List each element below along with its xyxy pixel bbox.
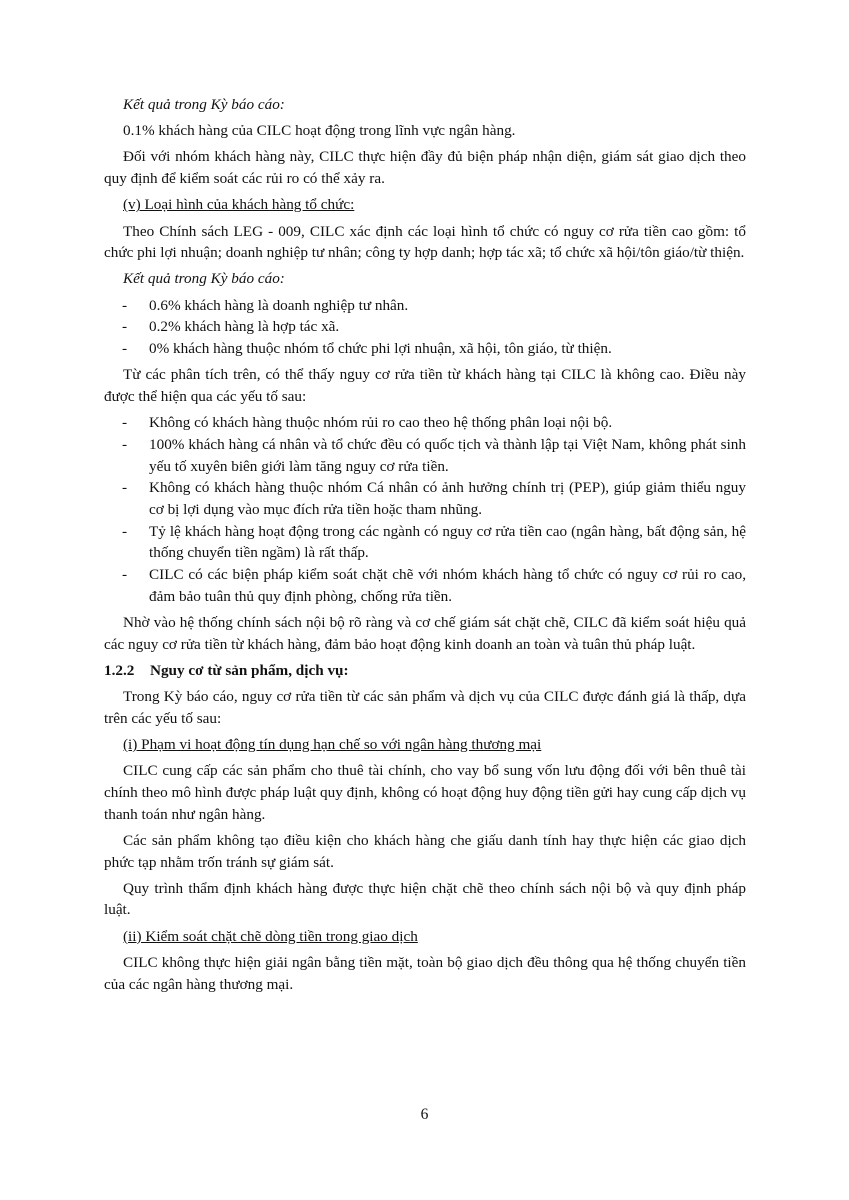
heading-number: 1.2.2: [104, 661, 135, 679]
list-item: - 100% khách hàng cá nhân và tổ chức đều có quốc tịch và thành lập tại Việt Nam, không phát sinh yếu tố xuyên biên giới làm tăng nguy cơ rửa tiền.: [104, 434, 746, 477]
product-intro-paragraph: Trong Kỳ báo cáo, nguy cơ rửa tiền từ các sản phẩm và dịch vụ của CILC được đánh giá là thấp, dựa trên các yếu tố sau:: [104, 688, 746, 727]
analysis-intro-paragraph: Từ các phân tích trên, có thể thấy nguy cơ rửa tiền từ khách hàng tại CILC là không cao. Điều này được thể hiện qua các yếu tố sau:: [104, 366, 746, 405]
list-item: - Không có khách hàng thuộc nhóm Cá nhân có ảnh hưởng chính trị (PEP), giúp giảm thiểu nguy cơ bị lợi dụng vào mục đích rửa tiền hoặc tham nhũng.: [104, 477, 746, 520]
section-i-title: (i) Phạm vi hoạt động tín dụng hạn chế so với ngân hàng thương mại: [123, 735, 542, 753]
result-label: Kết quả trong Kỳ báo cáo:: [123, 270, 285, 288]
bank-measures-paragraph: Đối với nhóm khách hàng này, CILC thực hiện đầy đủ biện pháp nhận diện, giám sát giao dịch theo quy định để kiểm soát các rủi ro có thể xảy ra.: [104, 148, 746, 188]
section-heading: [104, 660, 746, 682]
document-body: [104, 94, 746, 1000]
result-label: Kết quả trong Kỳ báo cáo:: [123, 96, 285, 113]
section-v-title: (v) Loại hình của khách hàng tổ chức:: [123, 196, 355, 214]
bank-share-paragraph: 0.1% khách hàng của CILC hoạt động trong lĩnh vực ngân hàng.: [123, 122, 516, 140]
list-item: - 0.6% khách hàng là doanh nghiệp tư nhân.: [104, 295, 746, 317]
heading-title: Nguy cơ từ sản phẩm, dịch vụ:: [150, 661, 349, 679]
policy-paragraph: Theo Chính sách LEG - 009, CILC xác định các loại hình tổ chức có nguy cơ rửa tiền cao gồm: tổ chức phi lợi nhuận; doanh nghiệp tư nhân; công ty hợp danh; hợp tác xã; tổ chức xã hội/tôn giáo/từ thiện.: [104, 222, 746, 262]
list-item: - Tỷ lệ khách hàng hoạt động trong các ngành có nguy cơ rửa tiền cao (ngân hàng, bất động sản, hệ thống chuyển tiền ngầm) là rất thấp.: [104, 521, 746, 564]
section-ii-title: (ii) Kiểm soát chặt chẽ dòng tiền trong giao dịch: [123, 927, 418, 945]
cash-control-paragraph: CILC không thực hiện giải ngân bằng tiền mặt, toàn bộ giao dịch đều thông qua hệ thống chuyển tiền của các ngân hàng thương mại.: [104, 953, 746, 993]
no-anonymity-paragraph: Các sản phẩm không tạo điều kiện cho khách hàng che giấu danh tính hay thực hiện các giao dịch phức tạp nhằm trốn tránh sự giám sát.: [104, 831, 746, 871]
factor-list: [104, 412, 746, 607]
page-number: 6: [420, 1106, 429, 1123]
conclusion-paragraph: Nhờ vào hệ thống chính sách nội bộ rõ ràng và cơ chế giám sát chặt chẽ, CILC đã kiểm soát hiệu quả các nguy cơ rửa tiền từ khách hàng, đảm bảo hoạt động kinh doanh an toàn và tuân thủ pháp luật.: [104, 613, 746, 653]
credit-scope-paragraph: CILC cung cấp các sản phẩm cho thuê tài chính, cho vay bổ sung vốn lưu động đối với bên thuê tài chính theo mô hình được pháp luật quy định, không có hoạt động huy động tiền gửi hay cung cấp dịch vụ thanh toán như ngân hàng.: [104, 762, 746, 823]
list-item: - CILC có các biện pháp kiểm soát chặt chẽ với nhóm khách hàng tổ chức có nguy cơ rủi ro cao, đảm bảo tuân thủ quy định phòng, chống rửa tiền.: [104, 564, 746, 607]
appraisal-paragraph: Quy trình thẩm định khách hàng được thực hiện chặt chẽ theo chính sách nội bộ và quy định pháp luật.: [104, 879, 746, 919]
result-list: [104, 295, 746, 360]
list-item: - 0.2% khách hàng là hợp tác xã.: [104, 316, 746, 338]
list-item: - Không có khách hàng thuộc nhóm rủi ro cao theo hệ thống phân loại nội bộ.: [104, 412, 746, 434]
list-item: - 0% khách hàng thuộc nhóm tổ chức phi lợi nhuận, xã hội, tôn giáo, từ thiện.: [104, 338, 746, 360]
